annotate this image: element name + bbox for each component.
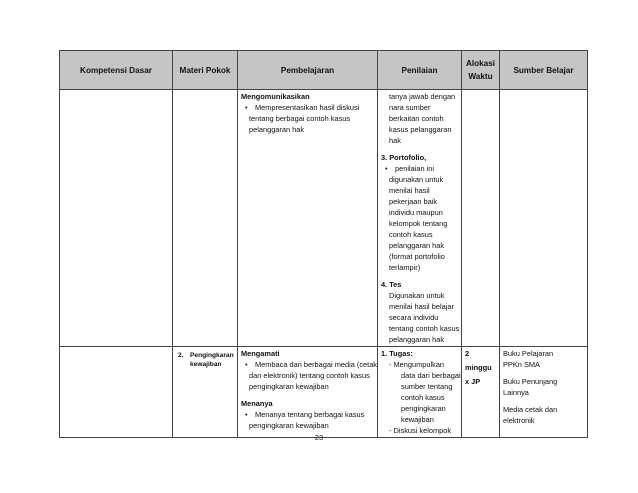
cell-penilaian bbox=[378, 90, 462, 347]
header-alokasi-line2: Waktu bbox=[468, 72, 493, 81]
bullet-icon: • bbox=[245, 360, 248, 369]
table-header-row bbox=[60, 51, 588, 90]
portofolio-text: pelanggaran hak bbox=[389, 241, 445, 250]
tes-text: secara individu bbox=[389, 313, 439, 322]
page-number: 23 bbox=[314, 433, 324, 442]
alokasi-text: 2 bbox=[465, 349, 470, 358]
portofolio-text: contoh kasus bbox=[389, 230, 433, 239]
header-alokasi-waktu bbox=[462, 51, 500, 90]
menanya-bullet-item: • Menanya tentang berbagai kasus bbox=[241, 409, 374, 420]
bullet-icon: • bbox=[245, 410, 248, 419]
tugas-text: data dari berbagai bbox=[401, 371, 461, 380]
bullet-icon: • bbox=[385, 164, 388, 173]
header-materi-pokok: Materi Pokok bbox=[173, 51, 238, 90]
mengamati-text: pengingkaran kewajiban bbox=[249, 382, 329, 391]
header-kompetensi-dasar: Kompetensi Dasar bbox=[60, 51, 173, 90]
sumber-text: Buku Pelajaran bbox=[503, 349, 554, 358]
tugas-text: contoh kasus bbox=[401, 393, 445, 402]
bullet-icon: • bbox=[245, 103, 248, 112]
table-row bbox=[60, 90, 588, 347]
pembelajaran-heading: Mengomunikasikan bbox=[241, 92, 310, 101]
tes-text: Digunakan untuk bbox=[389, 291, 445, 300]
portofolio-text: menilai hasil bbox=[389, 186, 430, 195]
tugas-title: 1. Tugas: bbox=[381, 349, 413, 358]
cell-penilaian bbox=[378, 347, 462, 438]
table-row bbox=[60, 347, 588, 438]
sumber-text: Lainnya bbox=[503, 388, 529, 397]
penilaian-text: kasus pelanggaran bbox=[389, 125, 452, 134]
sumber-text: Buku Penunjang bbox=[503, 377, 558, 386]
tes-text: tentang contoh kasus bbox=[389, 324, 460, 333]
pembelajaran-bullet-item: • Mempresentasikan hasil diskusi bbox=[241, 102, 374, 113]
sumber-text: elektronik bbox=[503, 416, 535, 425]
penilaian-text: berkaitan contoh bbox=[389, 114, 444, 123]
header-alokasi-line1: Alokasi bbox=[465, 59, 496, 68]
tugas-text: sumber tentang bbox=[401, 382, 453, 391]
sumber-text: Media cetak dan bbox=[503, 405, 558, 414]
cell-sumber-belajar bbox=[500, 90, 588, 347]
portofolio-text: digunakan untuk bbox=[389, 175, 444, 184]
tes-title: 4. Tes bbox=[381, 280, 402, 289]
penilaian-text: nara sumber bbox=[389, 103, 431, 112]
header-pembelajaran: Pembelajaran bbox=[238, 51, 378, 90]
sumber-text: PPKn SMA bbox=[503, 360, 540, 369]
materi-pokok-item: 2. Pengingkaran bbox=[178, 352, 234, 359]
tugas-text: - Diskusi kelompok bbox=[389, 426, 452, 435]
cell-alokasi-waktu bbox=[462, 347, 500, 438]
penilaian-text: tanya jawab dengan bbox=[389, 92, 456, 101]
header-sumber-belajar: Sumber Belajar bbox=[500, 51, 588, 90]
portofolio-text: pekerjaan baik bbox=[389, 197, 438, 206]
portofolio-text: terlampir) bbox=[389, 263, 421, 272]
mengamati-bullet-item: • Membaca dari berbagai media (cetak bbox=[241, 359, 374, 370]
mengamati-text: dan elektronik) tentang contoh kasus bbox=[249, 371, 370, 380]
header-penilaian: Penilaian bbox=[378, 51, 462, 90]
cell-materi-pokok bbox=[173, 90, 238, 347]
syllabus-table bbox=[59, 50, 588, 438]
cell-alokasi-waktu bbox=[462, 90, 500, 347]
penilaian-text: hak bbox=[389, 136, 401, 145]
portofolio-title: 3. Portofolio, bbox=[381, 153, 427, 162]
tes-text: pelanggaran hak bbox=[389, 335, 445, 344]
portofolio-bullet-item: • penilaian ini bbox=[381, 163, 458, 174]
cell-sumber-belajar bbox=[500, 347, 588, 438]
pembelajaran-text: tentang berbagai contoh kasus bbox=[249, 114, 351, 123]
tugas-text: - Mengumpulkan bbox=[389, 360, 445, 369]
mengamati-heading: Mengamati bbox=[241, 349, 280, 358]
portofolio-text: individu maupun bbox=[389, 208, 443, 217]
cell-pembelajaran bbox=[238, 90, 378, 347]
cell-kompetensi-dasar bbox=[60, 347, 173, 438]
cell-materi-pokok bbox=[173, 347, 238, 438]
menanya-text: pengingkaran kewajiban bbox=[249, 421, 329, 430]
pembelajaran-text: pelanggaran hak bbox=[249, 125, 305, 134]
tes-text: menilai hasil belajar bbox=[389, 302, 454, 311]
tugas-text: pengingkaran bbox=[401, 404, 446, 413]
materi-pokok-text: kewajiban bbox=[190, 361, 222, 368]
alokasi-text: minggu bbox=[465, 363, 492, 372]
portofolio-text: (format portofolio bbox=[389, 252, 445, 261]
tugas-text: kewajiban bbox=[401, 415, 434, 424]
portofolio-text: kelompok tentang bbox=[389, 219, 448, 228]
menanya-heading: Menanya bbox=[241, 399, 273, 408]
alokasi-text: x JP bbox=[465, 377, 481, 386]
cell-kompetensi-dasar bbox=[60, 90, 173, 347]
cell-pembelajaran bbox=[238, 347, 378, 438]
